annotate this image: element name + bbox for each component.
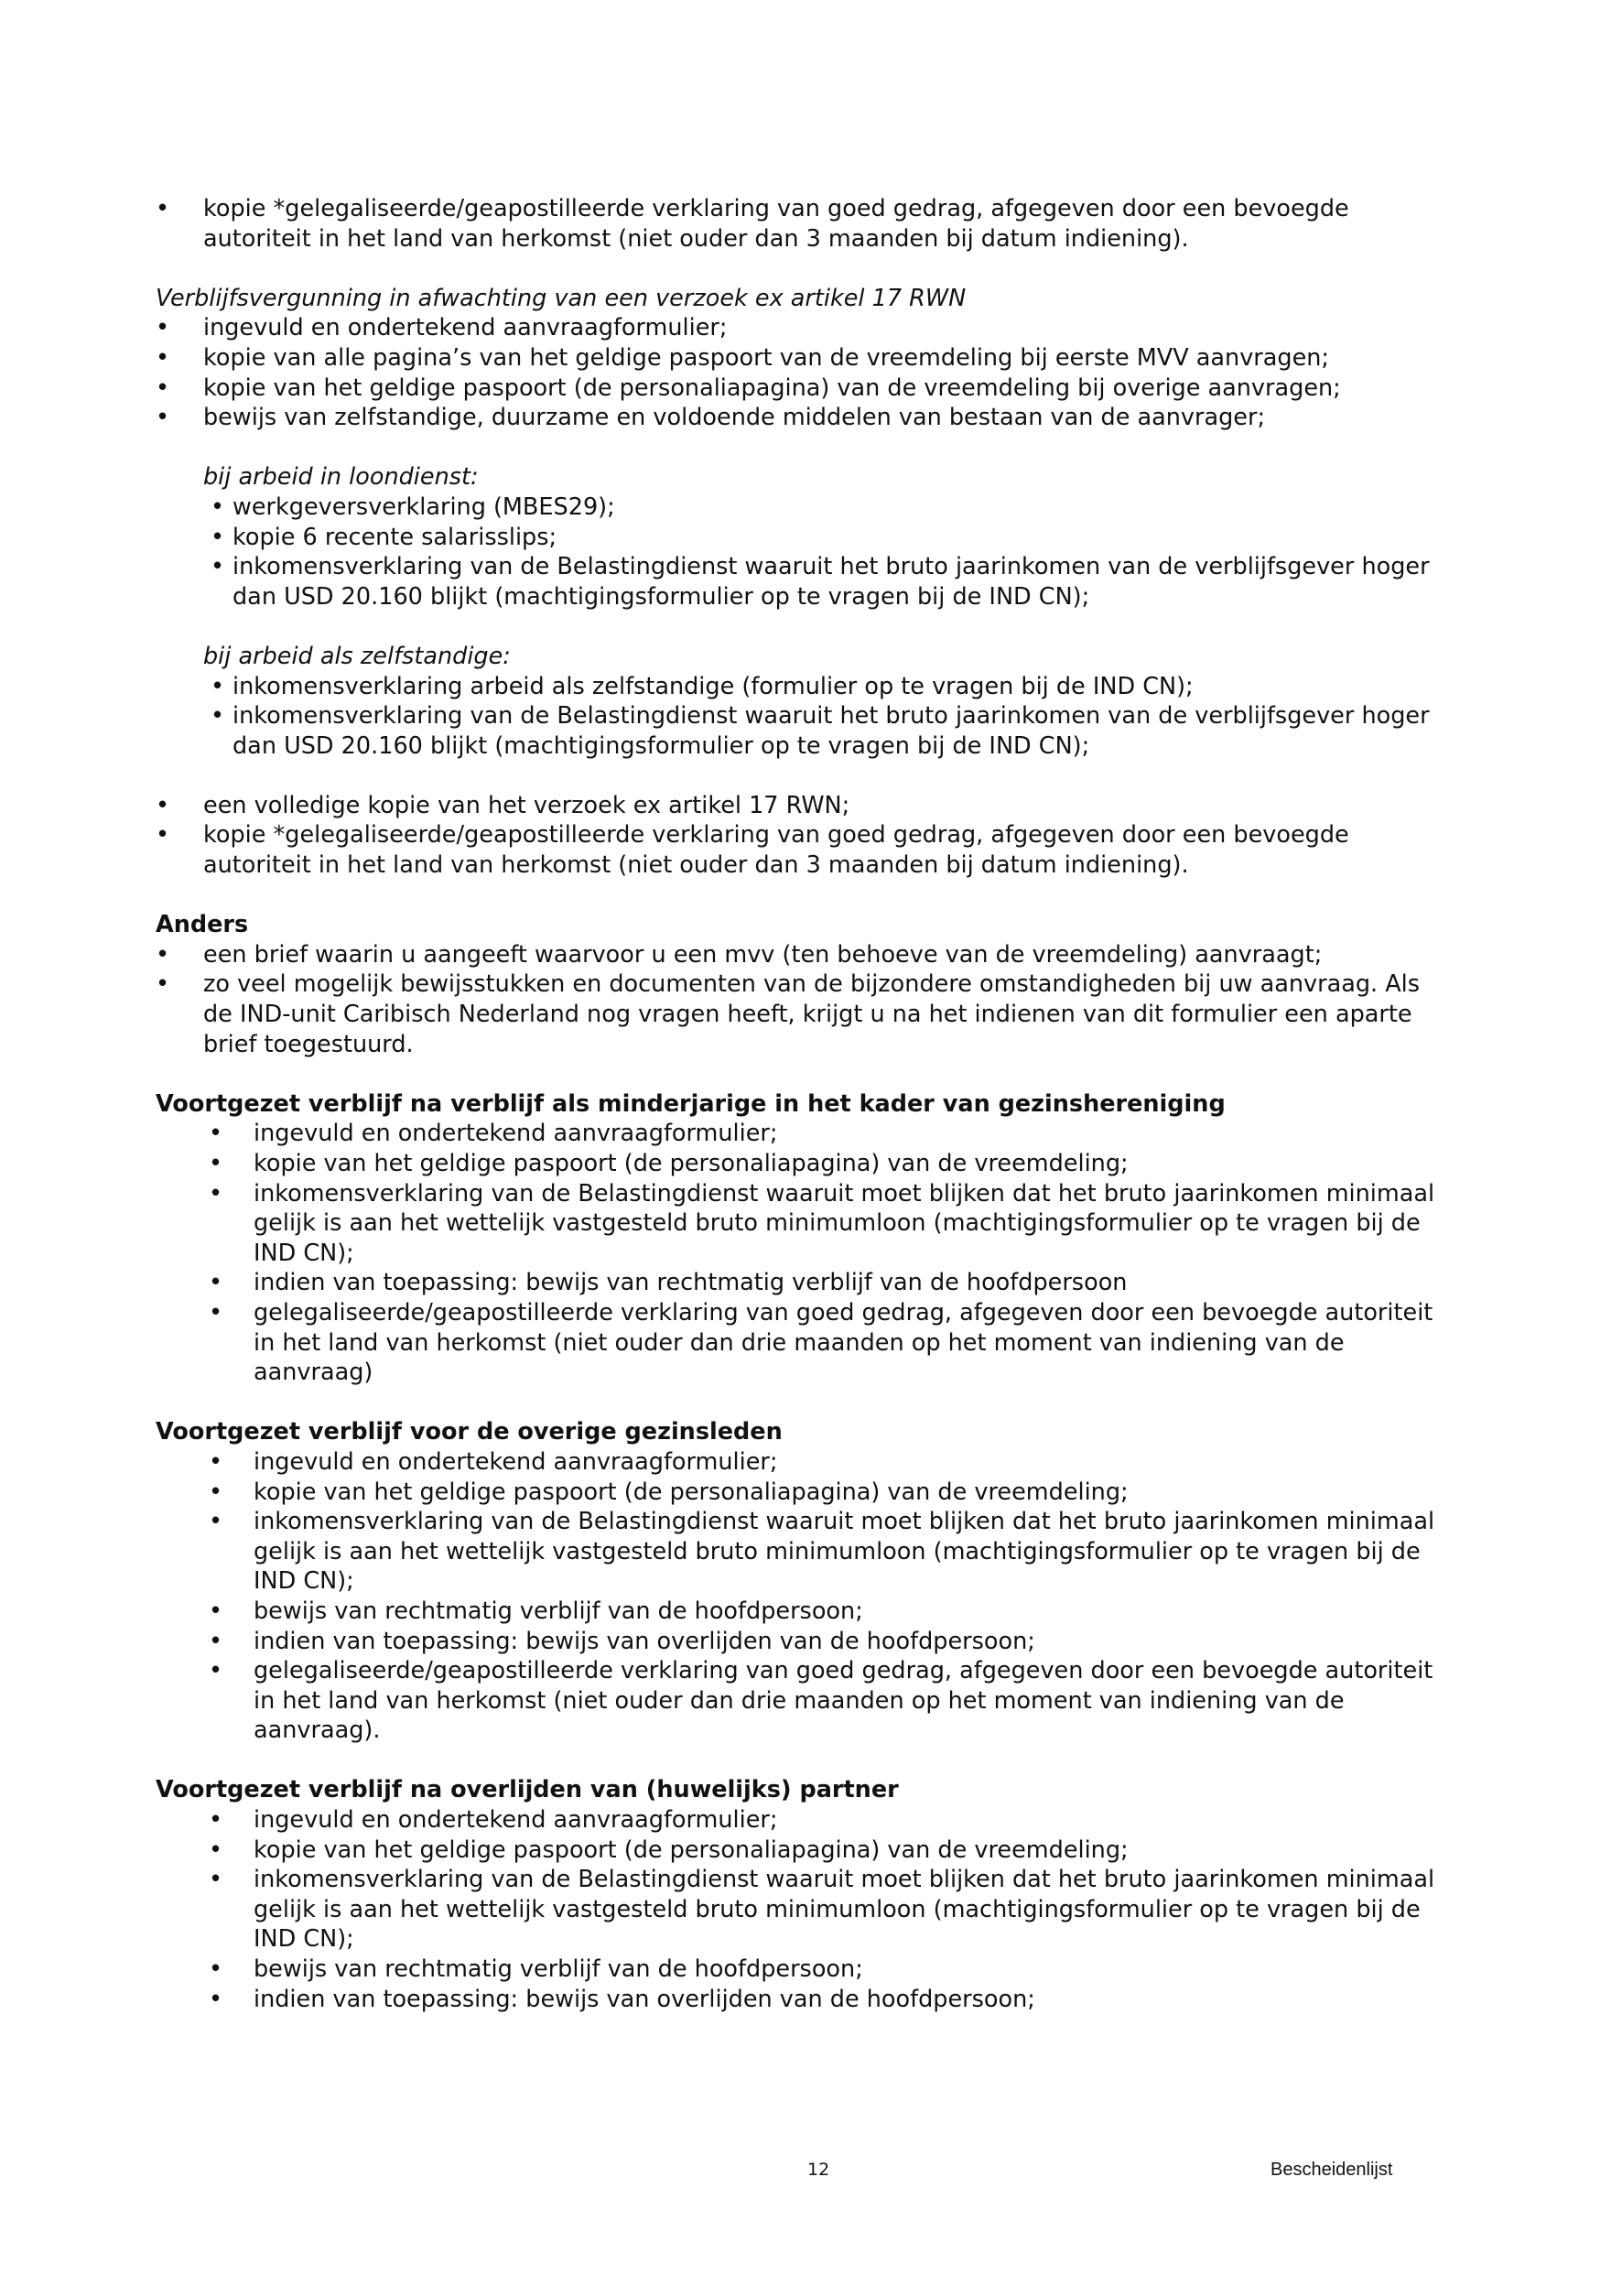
section-anders bbox=[156, 910, 1455, 1059]
list-item: • gelegaliseerde/geapostilleerde verklaring van goed gedrag, afgegeven door een bevoegde autoriteit in het land van herkomst (niet ouder dan drie maanden op het moment van indiening van de aanvraag) bbox=[209, 1298, 1433, 1387]
list-item: • inkomensverklaring van de Belastingdienst waaruit moet blijken dat het bruto jaarinkomen minimaal gelijk is aan het wettelijk vastgesteld bruto minimumloon (machtigingsformulier op te vragen bij de IND CN); bbox=[209, 1866, 1435, 1954]
bullet-icon: • bbox=[209, 1478, 223, 1506]
bullet-icon: • bbox=[209, 1836, 223, 1864]
list-item: • werkgeversverklaring (MBES29); bbox=[211, 493, 615, 521]
bullet-list bbox=[156, 1119, 1455, 1387]
list-item: • een brief waarin u aangeeft waarvoor u een mvv (ten behoeve van de vreemdeling) aanvraagt; bbox=[156, 940, 1323, 969]
bullet-list bbox=[156, 313, 1455, 432]
subsection-heading: bij arbeid als zelfstandige: bbox=[203, 642, 511, 670]
bullet-icon: • bbox=[156, 374, 170, 402]
bullet-icon: • bbox=[211, 523, 225, 551]
footer-document-title: Bescheidenlijst bbox=[1271, 2160, 1393, 2180]
subsection-loondienst bbox=[203, 462, 1455, 612]
bullet-icon: • bbox=[209, 1269, 223, 1297]
bullet-list bbox=[156, 791, 1455, 881]
bullet-icon: • bbox=[209, 1508, 223, 1536]
list-item: • kopie van het geldige paspoort (de personaliapagina) van de vreemdeling; bbox=[209, 1478, 1129, 1506]
list-item: • ingevuld en ondertekend aanvraagformulier; bbox=[156, 314, 728, 342]
list-item: • kopie *gelegaliseerde/geapostilleerde verklaring van goed gedrag, afgegeven door een bevoegde autoriteit in het land van herkomst (niet ouder dan 3 maanden bij datum indiening). bbox=[156, 821, 1349, 880]
bullet-icon: • bbox=[156, 343, 170, 372]
list-item: • kopie van alle pagina’s van het geldige paspoort van de vreemdeling bij eerste MVV aanvragen; bbox=[156, 343, 1330, 372]
bullet-icon: • bbox=[209, 1985, 223, 2013]
list-item: • inkomensverklaring arbeid als zelfstandige (formulier op te vragen bij de IND CN); bbox=[211, 672, 1194, 700]
bullet-icon: • bbox=[209, 1298, 223, 1327]
list-item: • bewijs van rechtmatig verblijf van de hoofdpersoon; bbox=[209, 1597, 863, 1625]
bullet-icon: • bbox=[156, 970, 170, 999]
list-item: • kopie 6 recente salarisslips; bbox=[211, 523, 557, 551]
bullet-icon: • bbox=[156, 940, 170, 969]
list-item: • bewijs van rechtmatig verblijf van de hoofdpersoon; bbox=[209, 1955, 863, 1984]
bullet-list bbox=[203, 493, 1455, 612]
list-item: • inkomensverklaring van de Belastingdienst waaruit het bruto jaarinkomen van de verblijfsgever hoger dan USD 20.160 blijkt (machtigingsformulier op te vragen bij de IND CN); bbox=[211, 553, 1430, 611]
page-content bbox=[156, 194, 1455, 2014]
list-item: • ingevuld en ondertekend aanvraagformulier; bbox=[209, 1806, 778, 1835]
bullet-icon: • bbox=[209, 1120, 223, 1148]
list-item: • inkomensverklaring van de Belastingdienst waaruit het bruto jaarinkomen van de verblijfsgever hoger dan USD 20.160 blijkt (machtigingsformulier op te vragen bij de IND CN); bbox=[211, 702, 1430, 760]
section-heading: Voortgezet verblijf voor de overige gezinsleden bbox=[156, 1418, 783, 1446]
list-item: • ingevuld en ondertekend aanvraagformulier; bbox=[209, 1120, 778, 1148]
bullet-icon: • bbox=[211, 702, 225, 731]
list-item: • gelegaliseerde/geapostilleerde verklaring van goed gedrag, afgegeven door een bevoegde autoriteit in het land van herkomst (niet ouder dan drie maanden op het moment van indiening van de aanvraag). bbox=[209, 1657, 1433, 1745]
bullet-icon: • bbox=[209, 1150, 223, 1177]
bullet-icon: • bbox=[209, 1179, 223, 1208]
bullet-list bbox=[203, 672, 1455, 762]
list-item: • kopie van het geldige paspoort (de personaliapagina) van de vreemdeling bij overige aanvragen; bbox=[156, 374, 1341, 402]
list-item: • inkomensverklaring van de Belastingdienst waaruit moet blijken dat het bruto jaarinkomen minimaal gelijk is aan het wettelijk vastgesteld bruto minimumloon (machtigingsformulier op te vragen bij de IND CN); bbox=[209, 1179, 1435, 1267]
bullet-icon: • bbox=[156, 314, 170, 342]
bullet-list bbox=[156, 1447, 1455, 1746]
list-item: • een volledige kopie van het verzoek ex artikel 17 RWN; bbox=[156, 791, 850, 819]
list-item: • ingevuld en ondertekend aanvraagformulier; bbox=[209, 1447, 778, 1476]
bullet-list bbox=[156, 1805, 1455, 2014]
bullet-icon: • bbox=[209, 1627, 223, 1655]
bullet-icon: • bbox=[156, 195, 170, 222]
bullet-icon: • bbox=[209, 1447, 223, 1476]
list-item: • indien van toepassing: bewijs van overlijden van de hoofdpersoon; bbox=[209, 1985, 1035, 2013]
bullet-icon: • bbox=[209, 1866, 223, 1894]
bullet-icon: • bbox=[209, 1806, 223, 1835]
list-item: • zo veel mogelijk bewijsstukken en documenten van de bijzondere omstandigheden bij uw aanvraag. Als de IND-unit Caribisch Nederland nog vragen heeft, krijgt u na het indienen van dit formulier een aparte brief toegestuurd. bbox=[156, 970, 1421, 1058]
bullet-icon: • bbox=[156, 791, 170, 819]
subsection-zelfstandige bbox=[203, 642, 1455, 761]
list-item: • kopie van het geldige paspoort (de personaliapagina) van de vreemdeling; bbox=[209, 1836, 1129, 1864]
bullet-icon: • bbox=[156, 821, 170, 850]
bullet-icon: • bbox=[209, 1955, 223, 1984]
section-partner bbox=[156, 1775, 1455, 2014]
list-item: • indien van toepassing: bewijs van overlijden van de hoofdpersoon; bbox=[209, 1627, 1035, 1655]
bullet-icon: • bbox=[209, 1657, 223, 1685]
section-heading: Voortgezet verblijf na overlijden van (huwelijks) partner bbox=[156, 1776, 899, 1804]
subsection-heading: bij arbeid in loondienst: bbox=[203, 463, 479, 492]
bullet-list bbox=[156, 940, 1455, 1059]
section-gezinsleden bbox=[156, 1417, 1455, 1746]
list-item: • inkomensverklaring van de Belastingdienst waaruit moet blijken dat het bruto jaarinkomen minimaal gelijk is aan het wettelijk vastgesteld bruto minimumloon (machtigingsformulier op te vragen bij de IND CN); bbox=[209, 1508, 1435, 1596]
section-heading: Verblijfsvergunning in afwachting van een verzoek ex artikel 17 RWN bbox=[156, 284, 967, 312]
section-art17 bbox=[156, 284, 1455, 881]
list-item: • kopie *gelegaliseerde/geapostilleerde verklaring van goed gedrag, afgegeven door een bevoegde autoriteit in het land van herkomst (niet ouder dan 3 maanden bij datum indiening). bbox=[156, 195, 1349, 253]
bullet-icon: • bbox=[211, 672, 225, 700]
section-heading: Anders bbox=[156, 911, 249, 939]
bullet-icon: • bbox=[211, 493, 225, 521]
list-item: • indien van toepassing: bewijs van rechtmatig verblijf van de hoofdpersoon bbox=[209, 1269, 1128, 1297]
list-item: • bewijs van zelfstandige, duurzame en voldoende middelen van bestaan van de aanvrager; bbox=[156, 404, 1266, 432]
top-list bbox=[156, 194, 1455, 254]
bullet-icon: • bbox=[209, 1597, 223, 1625]
page-number: 12 bbox=[807, 2160, 830, 2180]
bullet-icon: • bbox=[211, 553, 225, 581]
section-minderjarige bbox=[156, 1089, 1455, 1388]
list-item: • kopie van het geldige paspoort (de personaliapagina) van de vreemdeling; bbox=[209, 1150, 1129, 1177]
bullet-icon: • bbox=[156, 404, 170, 432]
section-heading: Voortgezet verblijf na verblijf als minderjarige in het kader van gezinshereniging bbox=[156, 1089, 1226, 1118]
